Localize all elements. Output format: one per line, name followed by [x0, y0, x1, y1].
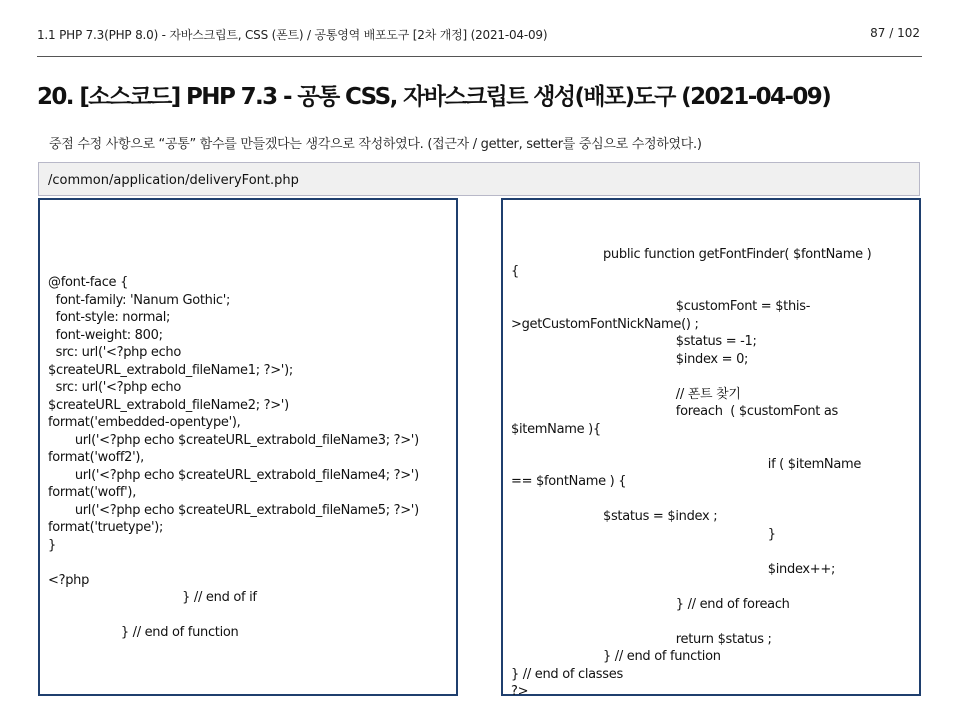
- code-block-left: [38, 198, 458, 696]
- file-path-bar: [38, 162, 920, 196]
- document-header-title: 1.1 PHP 7.3(PHP 8.0) - 자바스크립트, CSS (폰트) / 공통영역 배포도구 [2차 개정] (2021-04-09): [37, 28, 548, 42]
- code-text-left: @font-face { font-family: 'Nanum Gothic'; font-style: normal; font-weight: 800; src: url('<?php echo $createURL_extrabold_fileName1; ?>'); src: url('<?php echo $createURL_extrabold_fileName2; ?>') format('embedded-opentype'), url('<?php echo $createURL_extrabold_fileName3; ?>') format('woff2'), url('<?php echo $createURL_extrabold_fileName4; ?>') format('woff'), url('<?php echo $createURL_extrabold_fileName5; ?>') format('truetype'); } <?php } // end of if } // end of function: [48, 275, 419, 640]
- header-divider: [37, 56, 922, 57]
- file-path: /common/application/deliveryFont.php: [48, 173, 299, 188]
- page-indicator: 87 / 102: [870, 26, 920, 40]
- page-title: 20. [소스코드] PHP 7.3 - 공통 CSS, 자바스크립트 생성(배포)도구 (2021-04-09): [37, 84, 831, 110]
- code-block-right: [501, 198, 921, 699]
- code-text-right: public function getFontFinder( $fontName ) { $customFont = $this- >getCustomFontNickName() ; $status = -1; $index = 0; // 폰트 찾기 foreach ( $customFont as $itemName ){ if ( $itemName == $fontName ) { $status = $index ; } $index++; } // end of foreach return $status ; } // end of function } // end of classes ?>: [511, 246, 872, 699]
- intro-text: 중점 수정 사항으로 “공통” 함수를 만들겠다는 생각으로 작성하였다. (접근자 / getter, setter를 중심으로 수정하였다.): [49, 137, 702, 152]
